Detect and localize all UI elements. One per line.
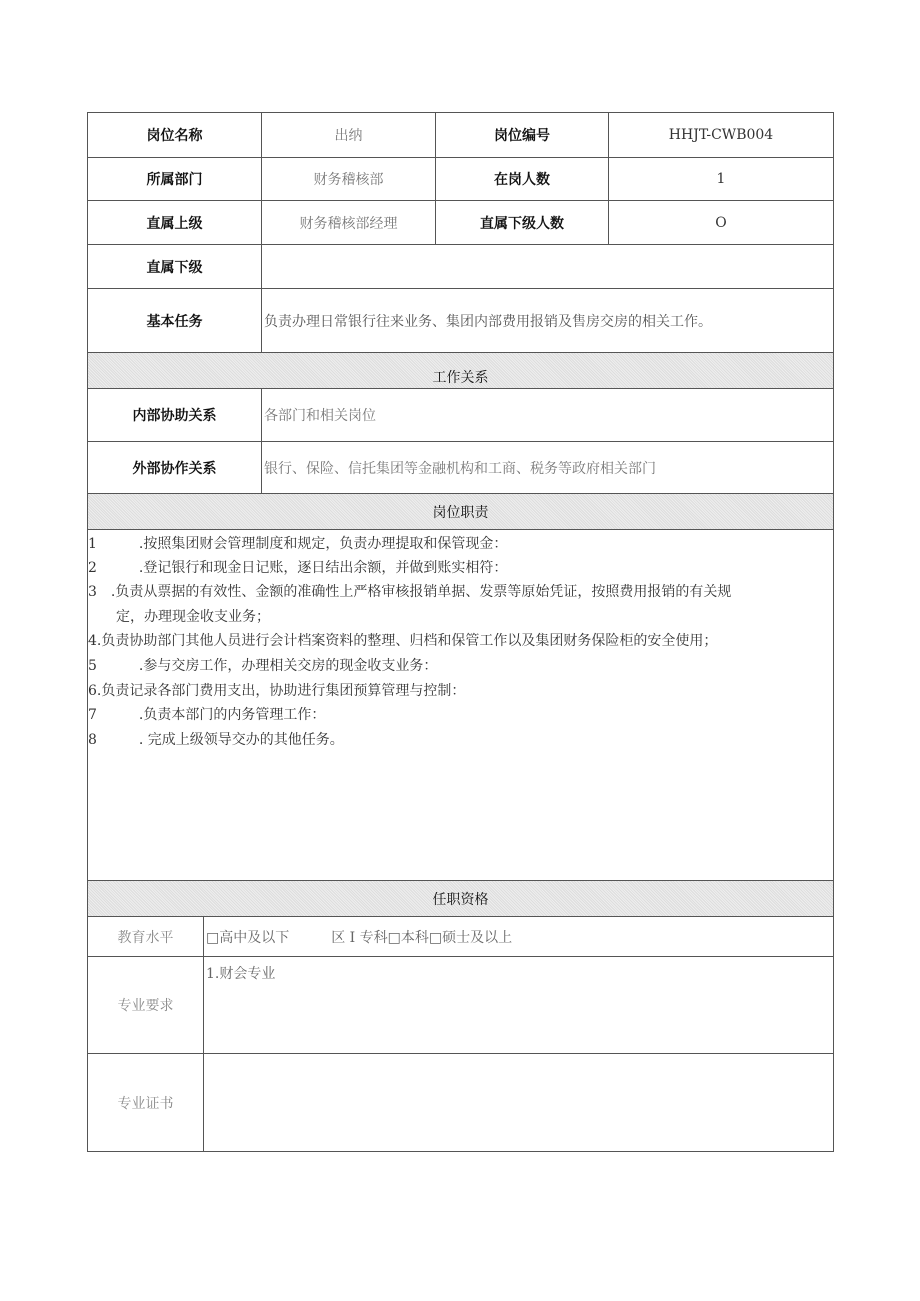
subordinate-label: 直属下级	[87, 244, 262, 289]
task-label: 基本任务	[87, 288, 262, 353]
duty-item: 2 .登记银行和现金日记账，逐日结出余额，并做到账实相符：	[88, 560, 508, 576]
dept-label: 所属部门	[87, 157, 262, 201]
internal-label: 内部协助关系	[87, 388, 262, 442]
external-label: 外部协作关系	[87, 441, 262, 494]
education-label: 教育水平	[87, 916, 204, 957]
external-value: 银行、保险、信托集团等金融机构和工商、税务等政府相关部门	[261, 441, 834, 494]
qualification-header: 任职资格	[87, 880, 834, 917]
duty-item: 3 .负责从票据的有效性、金额的准确性上严格审核报销单据、发票等原始凭证，按照费用报销的有关规	[88, 584, 732, 600]
superior-label: 直属上级	[87, 200, 262, 245]
post-name-label: 岗位名称	[87, 112, 262, 158]
duty-item: 4.负责协助部门其他人员进行会计档案资料的整理、归档和保管工作以及集团财务保险柜的安全使用；	[88, 633, 718, 649]
duties-header: 岗位职责	[87, 493, 834, 530]
subordinate-value	[261, 244, 834, 289]
post-name-value: 出纳	[261, 112, 436, 158]
education-options: □高中及以下 区 I 专科□本科□硕士及以上	[203, 916, 834, 957]
cert-label: 专业证书	[87, 1053, 204, 1152]
post-code-value: HHJT-CWB004	[608, 112, 834, 158]
major-label: 专业要求	[87, 956, 204, 1054]
sub-count-label: 直属下级人数	[435, 200, 609, 245]
duty-item: 7 .负责本部门的内务管理工作：	[88, 707, 326, 723]
duty-item: 5 .参与交房工作，办理相关交房的现金收支业务：	[88, 658, 438, 674]
cert-value	[203, 1053, 834, 1152]
dept-value: 财务稽核部	[261, 157, 436, 201]
duty-item: 6.负责记录各部门费用支出，协助进行集团预算管理与控制：	[88, 683, 466, 699]
sub-count-value: O	[608, 200, 834, 245]
superior-value: 财务稽核部经理	[261, 200, 436, 245]
duty-item: 1 .按照集团财会管理制度和规定，负责办理提取和保管现金：	[88, 536, 508, 552]
post-code-label: 岗位编号	[435, 112, 609, 158]
task-value: 负责办理日常银行往来业务、集团内部费用报销及售房交房的相关工作。	[261, 288, 834, 353]
internal-value: 各部门和相关岗位	[261, 388, 834, 442]
major-value: 1.财会专业	[203, 956, 834, 1054]
duty-item: 定，办理现金收支业务；	[88, 609, 270, 625]
headcount-value: 1	[608, 157, 834, 201]
duty-item: 8 . 完成上级领导交办的其他任务。	[88, 732, 344, 748]
relations-header: 工作关系	[87, 352, 834, 389]
headcount-label: 在岗人数	[435, 157, 609, 201]
